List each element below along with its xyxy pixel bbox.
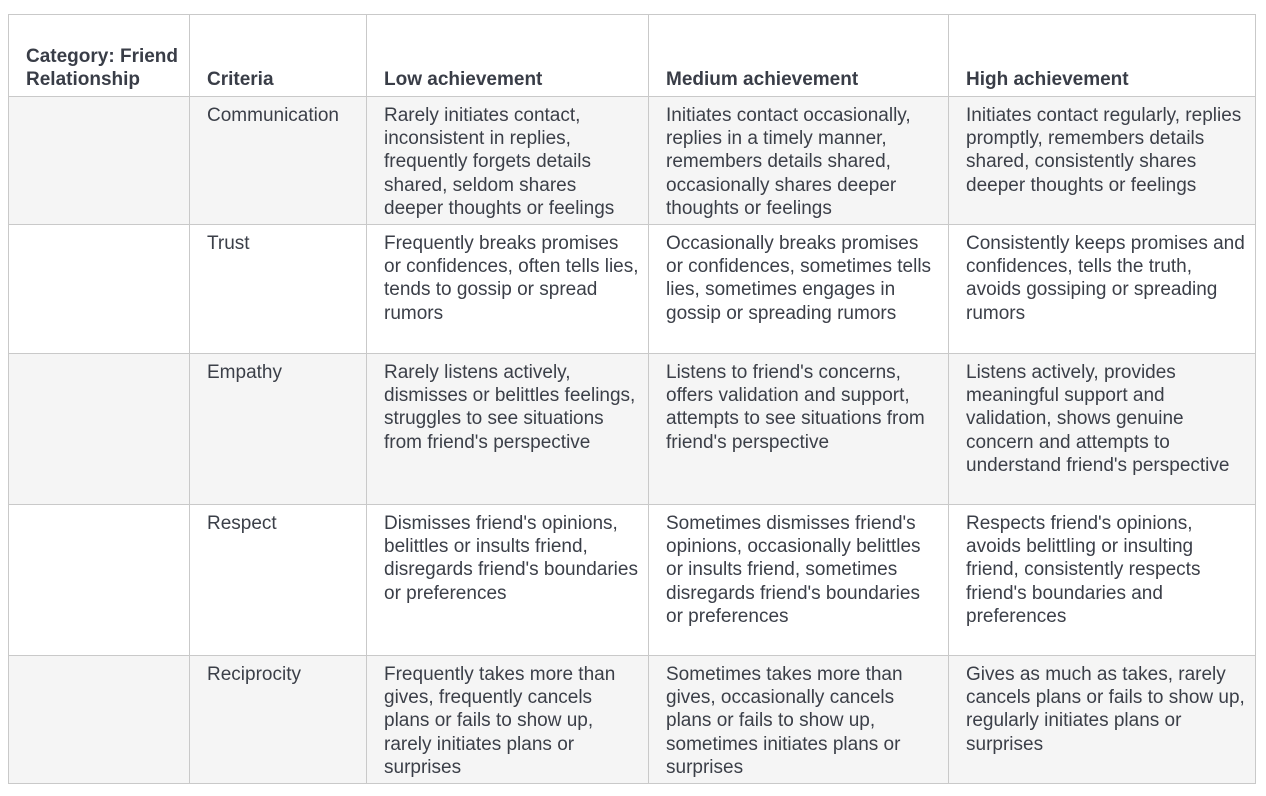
category-cell [9,225,190,354]
medium-achievement-cell: Listens to friend's concerns, offers validation and support, attempts to see situations from friend's perspective [649,354,949,505]
criteria-cell: Trust [190,225,367,354]
category-cell [9,97,190,225]
low-achievement-cell: Frequently breaks promises or confidences, often tells lies, tends to gossip or spread rumors [367,225,649,354]
header-category: Category: Friend Relationship [9,15,190,97]
category-cell [9,505,190,656]
table-row [9,656,1256,784]
high-achievement-cell: Respects friend's opinions, avoids belittling or insulting friend, consistently respects friend's boundaries and preferences [949,505,1256,656]
low-achievement-cell: Frequently takes more than gives, frequently cancels plans or fails to show up, rarely initiates plans or surprises [367,656,649,784]
header-criteria: Criteria [190,15,367,97]
medium-achievement-cell: Sometimes takes more than gives, occasionally cancels plans or fails to show up, sometimes initiates plans or surprises [649,656,949,784]
header-high-achievement: High achievement [949,15,1256,97]
low-achievement-cell: Dismisses friend's opinions, belittles or insults friend, disregards friend's boundaries or preferences [367,505,649,656]
high-achievement-cell: Consistently keeps promises and confidences, tells the truth, avoids gossiping or spreading rumors [949,225,1256,354]
table-row [9,354,1256,505]
medium-achievement-cell: Sometimes dismisses friend's opinions, occasionally belittles or insults friend, sometimes disregards friend's boundaries or preferences [649,505,949,656]
category-cell [9,656,190,784]
criteria-cell: Empathy [190,354,367,505]
table-row [9,505,1256,656]
criteria-cell: Respect [190,505,367,656]
medium-achievement-cell: Initiates contact occasionally, replies in a timely manner, remembers details shared, occasionally shares deeper thoughts or feelings [649,97,949,225]
low-achievement-cell: Rarely initiates contact, inconsistent in replies, frequently forgets details shared, seldom shares deeper thoughts or feelings [367,97,649,225]
category-cell [9,354,190,505]
low-achievement-cell: Rarely listens actively, dismisses or belittles feelings, struggles to see situations from friend's perspective [367,354,649,505]
header-medium-achievement: Medium achievement [649,15,949,97]
high-achievement-cell: Initiates contact regularly, replies promptly, remembers details shared, consistently shares deeper thoughts or feelings [949,97,1256,225]
header-low-achievement: Low achievement [367,15,649,97]
table-row [9,225,1256,354]
header-row [9,15,1256,97]
rubric-table [8,14,1256,784]
high-achievement-cell: Gives as much as takes, rarely cancels plans or fails to show up, regularly initiates plans or surprises [949,656,1256,784]
criteria-cell: Communication [190,97,367,225]
high-achievement-cell: Listens actively, provides meaningful support and validation, shows genuine concern and attempts to understand friend's perspective [949,354,1256,505]
table-row [9,97,1256,225]
criteria-cell: Reciprocity [190,656,367,784]
medium-achievement-cell: Occasionally breaks promises or confidences, sometimes tells lies, sometimes engages in gossip or spreading rumors [649,225,949,354]
